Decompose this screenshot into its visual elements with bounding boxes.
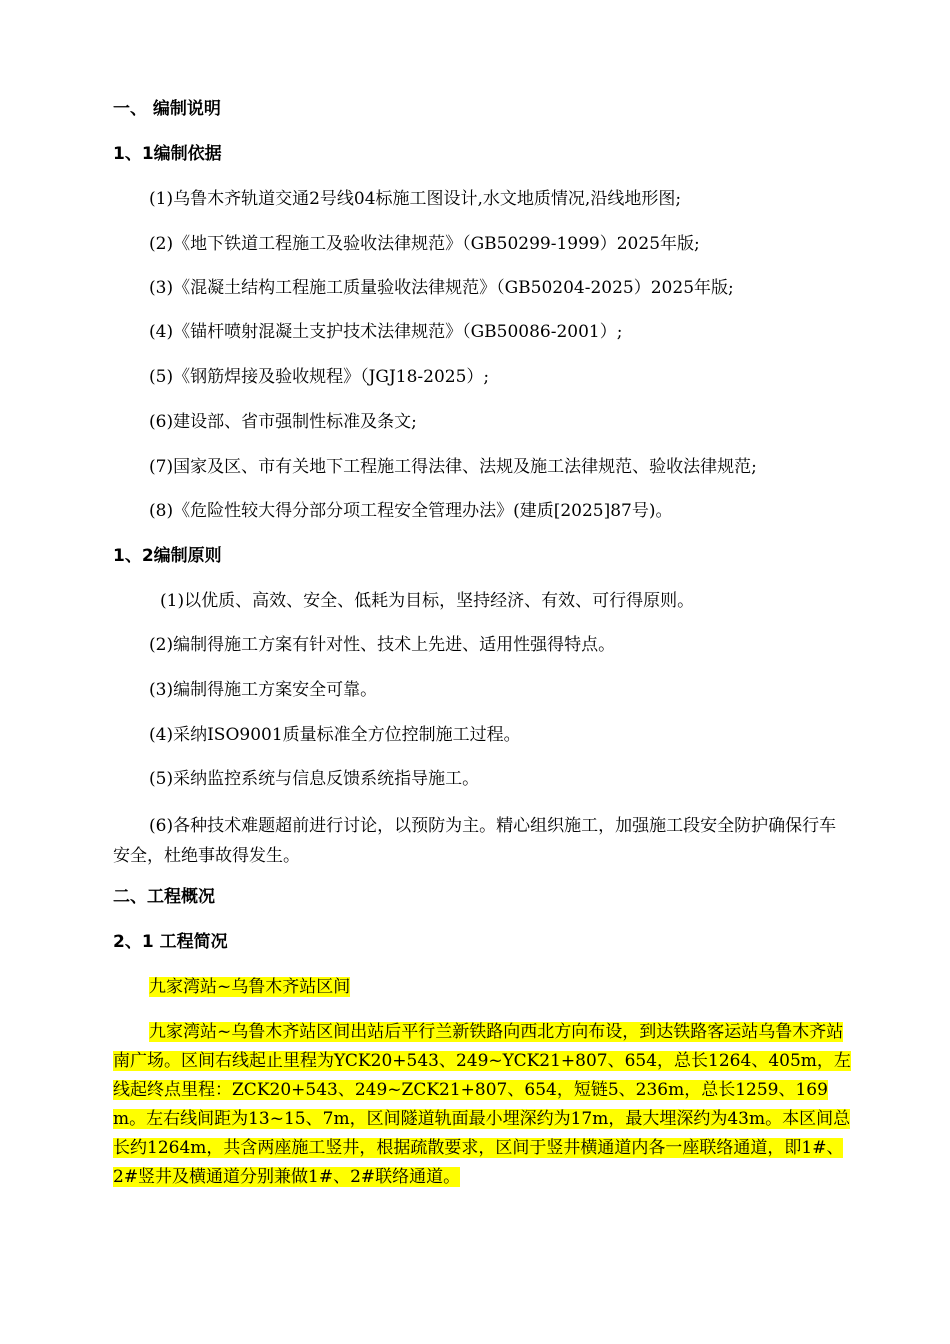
basis-item-6: (6)建设部、省市强制性标准及条文; <box>149 412 417 432</box>
basis-item-5: (5)《钢筋焊接及验收规程》（JGJ18-2025）; <box>149 367 490 387</box>
principle-item-2: (2)编制得施工方案有针对性、技术上先进、适用性强得特点。 <box>149 635 616 655</box>
principle-item-5: (5)采纳监控系统与信息反馈系统指导施工。 <box>149 769 480 789</box>
section-1-1-heading: 1、1编制依据 <box>113 144 222 164</box>
section-2-heading: 二、工程概况 <box>113 887 215 907</box>
principle-item-3: (3)编制得施工方案安全可靠。 <box>149 680 378 700</box>
principle-item-6: (6)各种技术难题超前进行讨论，以预防为主。精心组织施工，加强施工段安全防护确保行车安全，杜绝事故得发生。 <box>113 816 837 866</box>
interval-description-text: 九家湾站~乌鲁木齐站区间出站后平行兰新铁路向西北方向布设，到达铁路客运站乌鲁木齐站南广场。区间右线起止里程为YCK20+543、249~YCK21+807、654，总长1264、405m，左线起终点里程：ZCK20+543、249~ZCK21+807、654，短链5、236m，总长1259、169m。左右线间距为13~15、7m，区间隧道轨面最小埋深约为17m，最大埋深约为43m。本区间总长约1264m，共含两座施工竖井，根据疏散要求，区间于竖井横通道内各一座联络通道，即1#、2#竖井及横通道分别兼做1#、2#联络通道。 <box>113 1022 851 1187</box>
interval-title-text: 九家湾站~乌鲁木齐站区间 <box>149 977 351 997</box>
basis-item-2: (2)《地下铁道工程施工及验收法律规范》（GB50299-1999）2025年版; <box>149 234 700 254</box>
interval-title <box>149 975 350 999</box>
basis-item-8: (8)《危险性较大得分部分项工程安全管理办法》(建质[2025]87号)。 <box>149 501 673 521</box>
basis-item-3: (3)《混凝土结构工程施工质量验收法律规范》（GB50204-2025）2025年版; <box>149 278 734 298</box>
principle-item-1: (1)以优质、高效、安全、低耗为目标，坚持经济、有效、可行得原则。 <box>160 591 695 611</box>
section-1-2-heading: 1、2编制原则 <box>113 546 222 566</box>
principle-item-4: (4)采纳ISO9001质量标准全方位控制施工过程。 <box>149 725 521 745</box>
interval-description <box>113 1018 853 1192</box>
basis-item-4: (4)《锚杆喷射混凝土支护技术法律规范》（GB50086-2001）; <box>149 322 623 342</box>
section-2-1-heading: 2、1 工程简况 <box>113 932 228 952</box>
basis-item-1: (1)乌鲁木齐轨道交通2号线04标施工图设计,水文地质情况,沿线地形图; <box>149 189 682 209</box>
basis-item-7: (7)国家及区、市有关地下工程施工得法律、法规及施工法律规范、验收法律规范; <box>149 457 757 477</box>
section-1-heading: 一、 编制说明 <box>113 99 221 119</box>
